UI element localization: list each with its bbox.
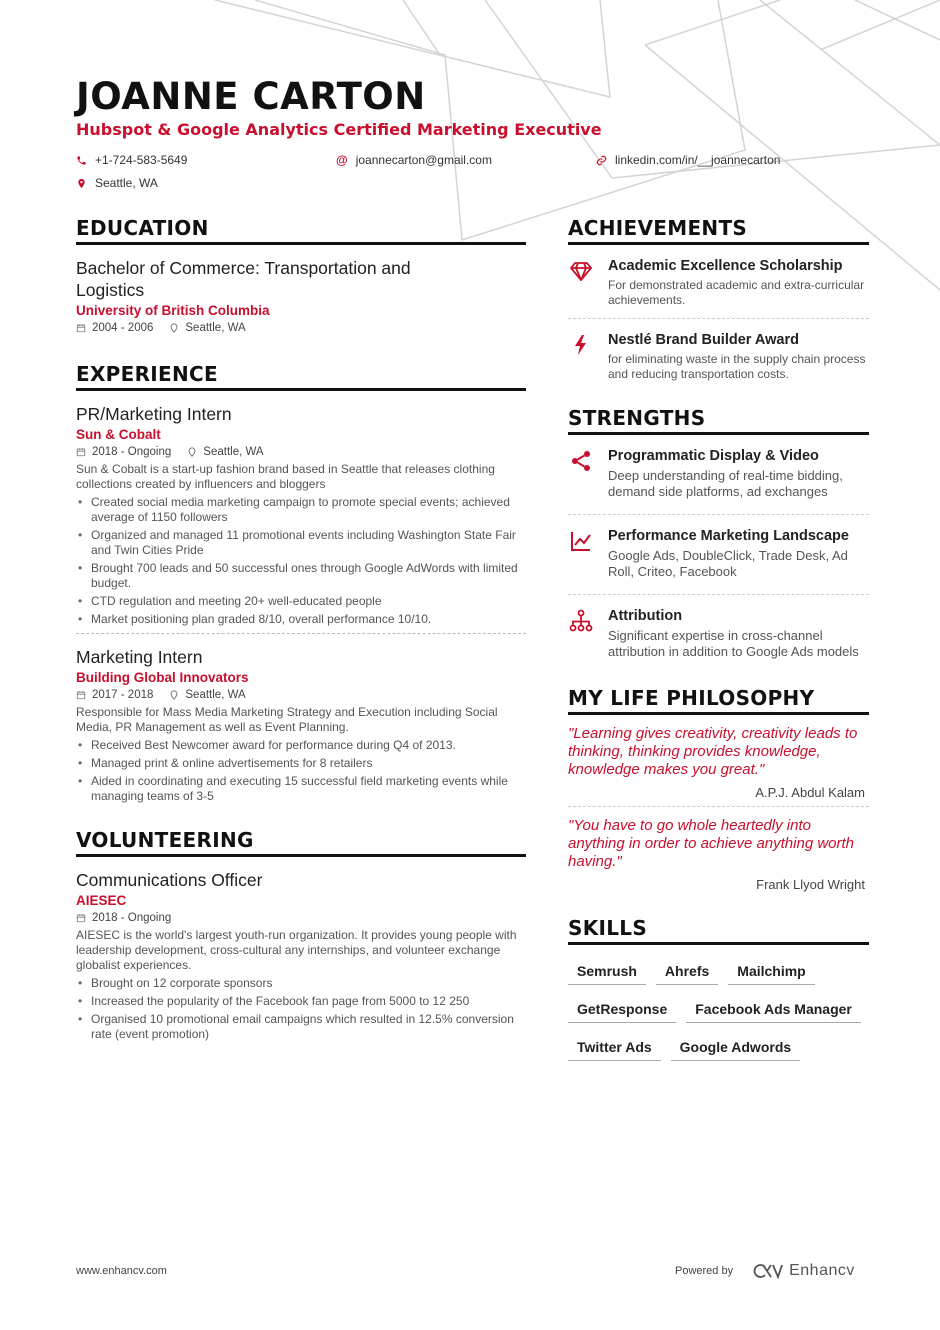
section-title-philosophy: MY LIFE PHILOSOPHY <box>568 686 869 715</box>
section-title-education: EDUCATION <box>76 216 526 245</box>
company-name: Sun & Cobalt <box>76 427 161 442</box>
phone-text: +1-724-583-5649 <box>95 153 188 167</box>
strength-item <box>568 595 869 670</box>
job-dates: 2018 - Ongoing <box>76 446 171 458</box>
education-section <box>76 216 526 334</box>
section-title-strengths: STRENGTHS <box>568 406 869 435</box>
bullet-item: • Received Best Newcomer award for performance during Q4 of 2013. <box>76 738 526 753</box>
right-column <box>568 216 869 1061</box>
linkedin-text: linkedin.com/in/__joannecarton <box>615 153 781 167</box>
skill-tag: Facebook Ads Manager <box>686 997 861 1023</box>
job-title: Marketing Intern <box>76 647 203 667</box>
skill-tag: GetResponse <box>568 997 676 1023</box>
email-text: joannecarton@gmail.com <box>355 153 492 167</box>
achievement-item <box>568 245 869 319</box>
bullet-item: • Market positioning plan graded 8/10, overall performance 10/10. <box>76 612 526 627</box>
diamond-icon <box>569 259 593 283</box>
education-meta <box>76 322 526 334</box>
lightning-icon <box>569 333 593 357</box>
quote-text: "You have to go whole heartedly into anything in order to achieve anything worth having." <box>568 817 855 870</box>
enhancv-logo[interactable] <box>751 1262 855 1280</box>
at-icon: @ <box>336 153 348 167</box>
quote-author: Frank Llyod Wright <box>756 877 865 892</box>
footer-website[interactable]: www.enhancv.com <box>76 1265 167 1277</box>
calendar-icon <box>76 690 86 700</box>
strength-description: Deep understanding of real-time bidding, demand side platforms, ad exchanges <box>608 468 843 499</box>
enhancv-logo-icon <box>751 1263 783 1279</box>
quote-item <box>568 807 869 898</box>
skill-tag: Ahrefs <box>656 959 718 985</box>
achievement-description: For demonstrated academic and extra-curricular achievements. <box>608 278 865 307</box>
contact-linkedin[interactable] <box>596 153 780 167</box>
footer-branding <box>675 1262 855 1280</box>
school-name: University of British Columbia <box>76 303 270 318</box>
quote-text: "Learning gives creativity, creativity leads to thinking, thinking provides knowledge, knowledge makes you great." <box>568 725 858 778</box>
bullet-item: • Organised 10 promotional email campaigns which resulted in 12.5% conversion rate (event promotion) <box>76 1012 526 1042</box>
chart-line-icon <box>569 529 593 553</box>
achievement-description: for eliminating waste in the supply chain process and reducing transportation costs. <box>608 352 866 381</box>
location-pin-icon <box>187 447 197 457</box>
phone-icon <box>76 155 87 166</box>
experience-item <box>76 403 526 634</box>
calendar-icon <box>76 913 86 923</box>
left-column <box>76 216 526 1042</box>
quote-author: A.P.J. Abdul Kalam <box>755 785 865 800</box>
skill-tag: Twitter Ads <box>568 1035 661 1061</box>
achievement-title: Academic Excellence Scholarship <box>608 258 843 274</box>
volunteer-description: AIESEC is the world's largest youth-run organization. It provides young people with leadership development, cross-cultural any internships, and volunteer exchange globalist experiences. <box>76 928 517 972</box>
strength-description: Significant expertise in cross-channel attribution in addition to Google Ads models <box>608 628 859 659</box>
job-description: Responsible for Mass Media Marketing Strategy and Execution including Social Media, PR Management as well as Event Planning. <box>76 705 498 734</box>
volunteer-role: Communications Officer <box>76 870 263 890</box>
strength-item <box>568 515 869 595</box>
section-title-experience: EXPERIENCE <box>76 362 526 391</box>
bullet-item: • Brought 700 leads and 50 successful ones through Google AdWords with limited budget. <box>76 561 526 591</box>
section-title-achievements: ACHIEVEMENTS <box>568 216 869 245</box>
location-pin-icon <box>76 178 87 189</box>
quote-item <box>568 715 869 807</box>
job-title: PR/Marketing Intern <box>76 404 232 424</box>
volunteering-section <box>76 828 526 1042</box>
strength-title: Attribution <box>608 608 683 624</box>
achievements-section <box>568 216 869 392</box>
contact-phone[interactable] <box>76 153 187 167</box>
link-icon <box>596 155 607 166</box>
enhancv-logo-text: Enhancv <box>789 1262 855 1279</box>
achievement-title: Nestlé Brand Builder Award <box>608 332 799 348</box>
volunteer-dates: 2018 - Ongoing <box>76 912 171 924</box>
degree-title: Bachelor of Commerce: Transportation and Logistics <box>76 258 411 300</box>
network-icon <box>569 609 593 633</box>
education-dates: 2004 - 2006 <box>76 322 153 334</box>
calendar-icon <box>76 323 86 333</box>
candidate-headline: Hubspot & Google Analytics Certified Marketing Executive <box>76 120 602 139</box>
volunteer-org: AIESEC <box>76 893 127 908</box>
achievement-item <box>568 319 869 392</box>
section-title-skills: SKILLS <box>568 916 869 945</box>
skill-tag: Mailchimp <box>728 959 814 985</box>
bullet-item: • Brought on 12 corporate sponsors <box>76 976 526 991</box>
location-pin-icon <box>169 323 179 333</box>
skill-tag: Google Adwords <box>671 1035 800 1061</box>
contact-email[interactable] <box>336 153 492 167</box>
philosophy-section <box>568 686 869 898</box>
job-dates: 2017 - 2018 <box>76 689 153 701</box>
volunteer-bullets <box>76 976 526 1042</box>
strength-description: Google Ads, DoubleClick, Trade Desk, Ad Roll, Criteo, Facebook <box>608 548 848 579</box>
company-name: Building Global Innovators <box>76 670 249 685</box>
strength-title: Programmatic Display & Video <box>608 448 819 464</box>
job-description: Sun & Cobalt is a start-up fashion brand based in Seattle that releases clothing collections created by influencers and bloggers <box>76 462 495 491</box>
bullet-item: • Aided in coordinating and executing 15 successful field marketing events while managing teams of 3-5 <box>76 774 526 804</box>
candidate-name: JOANNE CARTON <box>76 75 426 118</box>
job-bullets <box>76 495 526 627</box>
job-location: Seattle, WA <box>187 446 263 458</box>
share-icon <box>569 449 593 473</box>
job-meta <box>76 689 526 701</box>
location-pin-icon <box>169 690 179 700</box>
job-location: Seattle, WA <box>169 689 245 701</box>
experience-item <box>76 646 526 804</box>
bullet-item: • Organized and managed 11 promotional events including Washington State Fair and Twin Cities Pride <box>76 528 526 558</box>
divider <box>76 633 526 634</box>
bullet-item: • Increased the popularity of the Facebook fan page from 5000 to 12 250 <box>76 994 526 1009</box>
resume-header <box>76 76 876 139</box>
skill-tag: Semrush <box>568 959 646 985</box>
job-meta <box>76 446 526 458</box>
bullet-item: • Created social media marketing campaign to promote special events; achieved average of 1150 followers <box>76 495 526 525</box>
strength-title: Performance Marketing Landscape <box>608 528 849 544</box>
bullet-item: • CTD regulation and meeting 20+ well-educated people <box>76 594 526 609</box>
strengths-section <box>568 406 869 670</box>
skills-list <box>568 959 869 1061</box>
experience-section <box>76 362 526 804</box>
powered-by-label: Powered by <box>675 1265 734 1277</box>
volunteer-meta <box>76 912 526 924</box>
contact-location <box>76 176 158 190</box>
job-bullets <box>76 738 526 804</box>
bullet-item: • Managed print & online advertisements for 8 retailers <box>76 756 526 771</box>
skills-section <box>568 916 869 1061</box>
calendar-icon <box>76 447 86 457</box>
education-location: Seattle, WA <box>169 322 245 334</box>
strength-item <box>568 435 869 515</box>
location-text: Seattle, WA <box>95 176 158 190</box>
section-title-volunteering: VOLUNTEERING <box>76 828 526 857</box>
